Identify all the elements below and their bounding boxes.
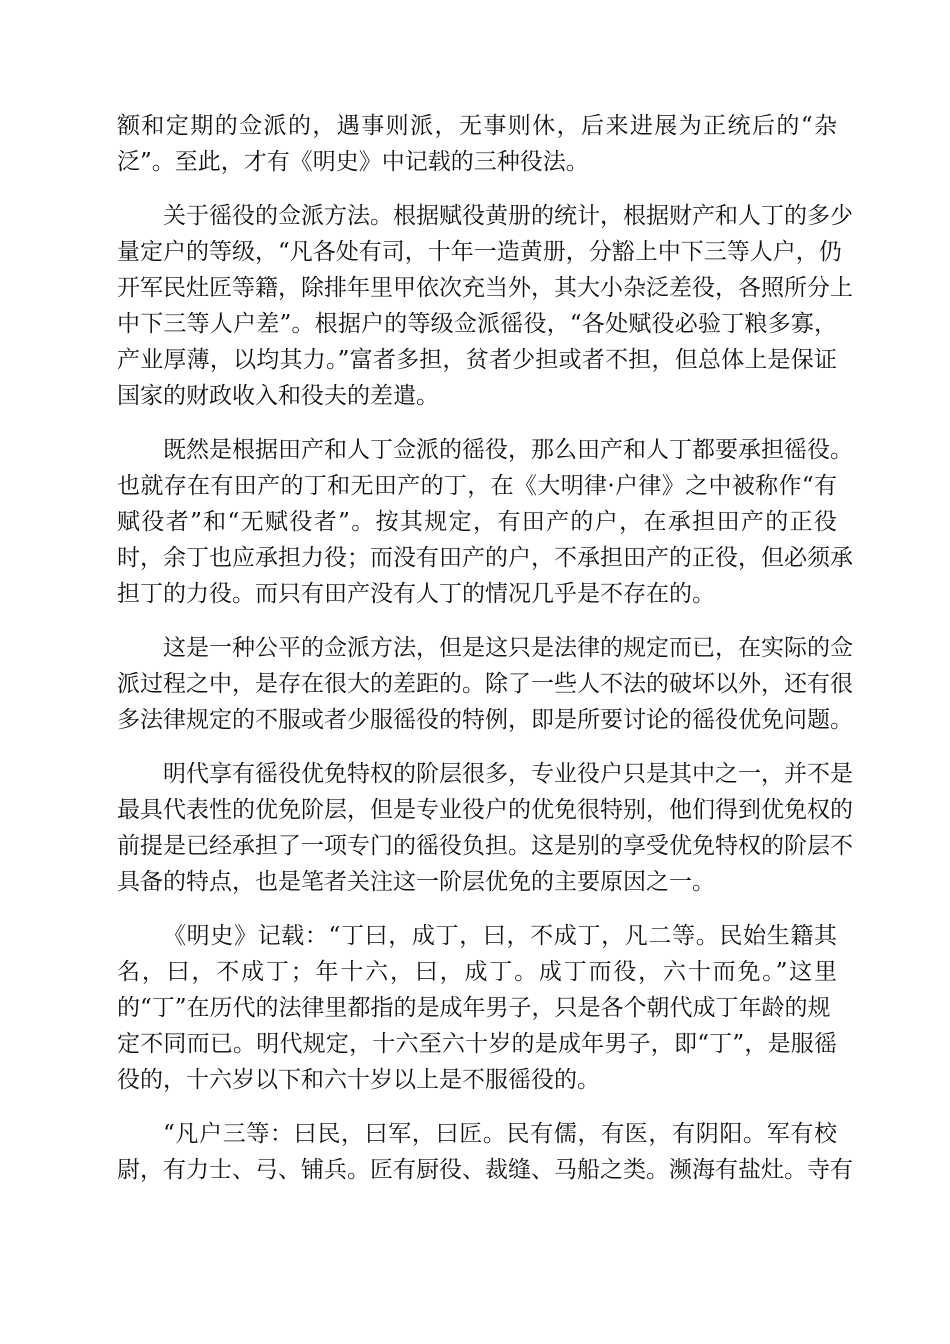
text-line: 产业厚薄，以均其力。”富者多担，贫者少担或者不担，但总体上是保证 — [117, 347, 837, 373]
text-line: 派过程之中，是存在很大的差距的。除了一些人不法的破坏以外，还有很 — [117, 671, 853, 697]
text-line: 关于徭役的佥派方法。根据赋役黄册的统计，根据财产和人丁的多少 — [163, 203, 853, 229]
text-line: 既然是根据田产和人丁佥派的徭役，那么田产和人丁都要承担徭役。 — [163, 437, 853, 463]
text-line: 尉，有力士、弓、铺兵。匠有厨役、裁缝、马船之类。濒海有盐灶。寺有 — [117, 1157, 853, 1183]
text-line: 国家的财政收入和役夫的差遣。 — [117, 383, 439, 409]
text-line: 赋役者”和“无赋役者”。按其规定，有田产的户，在承担田产的正役 — [117, 509, 837, 535]
text-line: 时，余丁也应承担力役；而没有田产的户，不承担田产的正役，但必须承 — [117, 545, 853, 571]
text-line: 开军民灶匠等籍，除排年里甲依次充当外，其大小杂泛差役，各照所分上 — [117, 275, 853, 301]
text-line: 前提是已经承担了一项专门的徭役负担。这是别的享受优免特权的阶层不 — [117, 833, 853, 859]
text-line: 额和定期的佥派的，遇事则派，无事则休，后来进展为正统后的“杂 — [117, 113, 837, 139]
text-line: 这是一种公平的佥派方法，但是这只是法律的规定而已，在实际的佥 — [163, 635, 853, 661]
paragraph-1 — [117, 108, 837, 180]
document-body — [117, 108, 853, 1206]
text-line: 多法律规定的不服或者少服徭役的特例，即是所要讨论的徭役优免问题。 — [117, 707, 853, 733]
paragraph-2 — [117, 198, 853, 414]
text-line: 的“丁”在历代的法律里都指的是成年男子，只是各个朝代成丁年龄的规 — [117, 995, 831, 1021]
text-line: 明代享有徭役优免特权的阶层很多，专业役户只是其中之一，并不是 — [163, 761, 853, 787]
paragraph-4 — [117, 630, 853, 738]
text-line: 役的，十六岁以下和六十岁以上是不服徭役的。 — [117, 1067, 600, 1093]
text-line: 中下三等人户差”。根据户的等级佥派徭役，“各处赋役必验丁粮多寡， — [117, 311, 837, 337]
paragraph-6 — [117, 918, 837, 1098]
text-line: “凡户三等：曰民，曰军，曰匠。民有儒，有医，有阴阳。军有校 — [163, 1121, 837, 1147]
paragraph-7 — [117, 1116, 853, 1188]
paragraph-5 — [117, 756, 853, 900]
text-line: 名，曰，不成丁；年十六，曰，成丁。成丁而役，六十而免。”这里 — [117, 959, 837, 985]
text-line: 具备的特点，也是笔者关注这一阶层优免的主要原因之一。 — [117, 869, 715, 895]
text-line: 定不同而已。明代规定，十六至六十岁的是成年男子，即“丁”，是服徭 — [117, 1031, 837, 1057]
text-line: 泛”。至此，才有《明史》中记载的三种役法。 — [117, 149, 589, 175]
text-line: 最具代表性的优免阶层，但是专业役户的优免很特别，他们得到优免权的 — [117, 797, 853, 823]
paragraph-3 — [117, 432, 853, 612]
text-line: 《明史》记载：“丁曰，成丁，曰，不成丁，凡二等。民始生籍其 — [163, 923, 837, 949]
text-line: 也就存在有田产的丁和无田产的丁，在《大明律·户律》之中被称作“有 — [117, 473, 837, 499]
text-line: 担丁的力役。而只有田产没有人丁的情况几乎是不存在的。 — [117, 581, 715, 607]
text-line: 量定户的等级，“凡各处有司，十年一造黄册，分豁上中下三等人户，仍 — [117, 239, 842, 265]
